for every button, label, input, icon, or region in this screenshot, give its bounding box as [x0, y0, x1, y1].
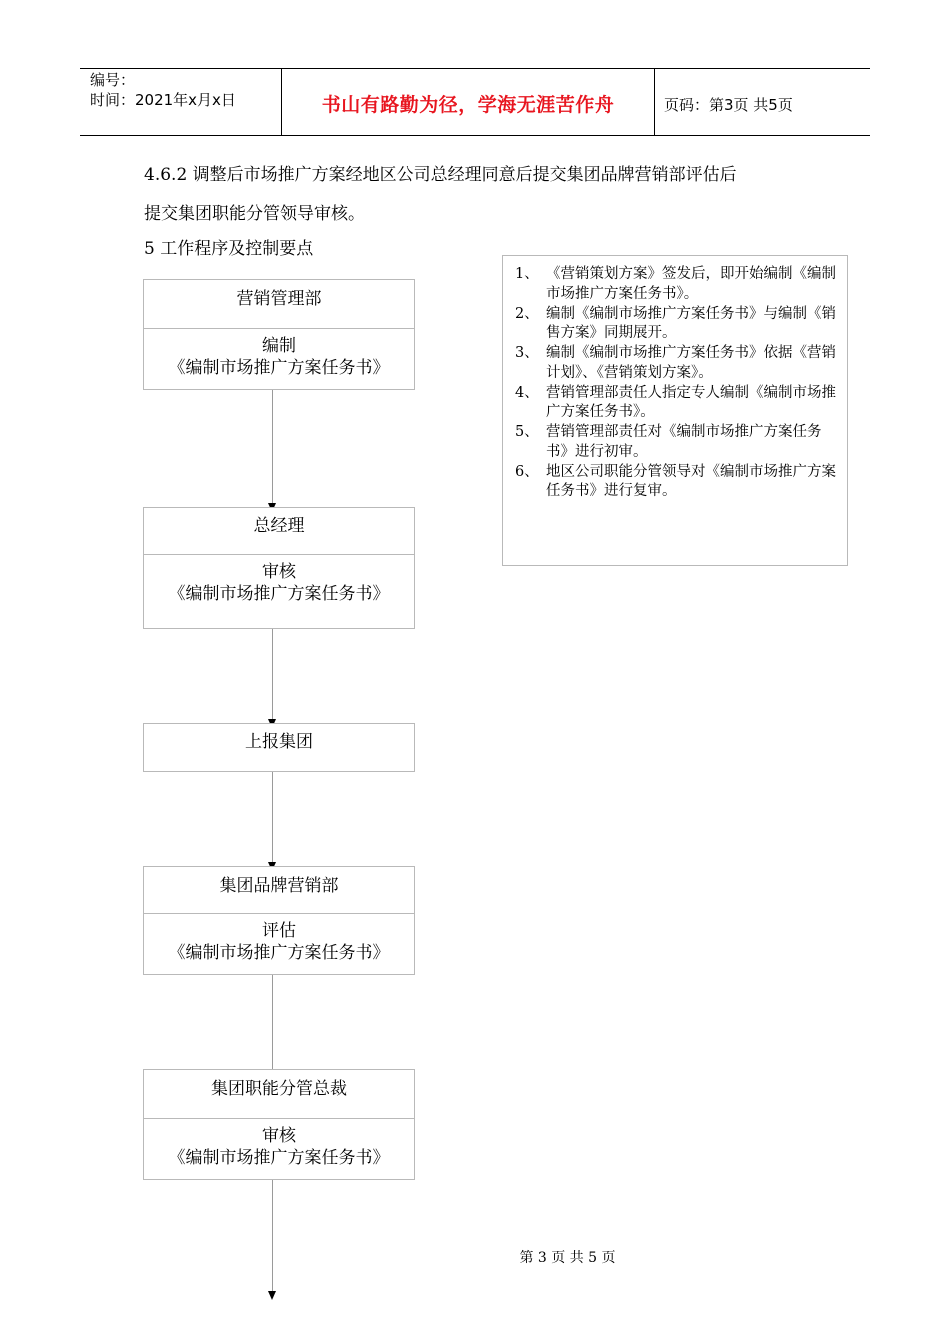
- flow-step-document: 《编制市场推广方案任务书》: [168, 1148, 390, 1168]
- note-number: 2、: [515, 305, 539, 322]
- note-item: [515, 265, 837, 304]
- flow-step-title: 集团品牌营销部: [144, 867, 414, 914]
- flow-step-action: 评估: [262, 921, 296, 941]
- paragraph-line-1: 4.6.2 调整后市场推广方案经地区公司总经理同意后提交集团品牌营销部评估后: [144, 165, 737, 185]
- flow-step-document: 《编制市场推广方案任务书》: [168, 584, 390, 604]
- section-title: 5 工作程序及控制要点: [144, 239, 314, 259]
- note-number: 6、: [515, 463, 539, 480]
- header-top-rule: [80, 68, 870, 69]
- flow-step-title: 集团职能分管总裁: [144, 1070, 414, 1119]
- note-number: 1、: [515, 266, 539, 282]
- note-text: 地区公司职能分管领导对《编制市场推广方案任务书》进行复审。: [546, 463, 836, 499]
- flow-step-action: 编制: [262, 336, 296, 356]
- note-number: 4、: [515, 384, 539, 401]
- paragraph-line-2: 提交集团职能分管领导审核。: [144, 204, 365, 224]
- note-item: [515, 384, 837, 423]
- note-number: 3、: [515, 345, 539, 361]
- note-text: 营销管理部责任人指定专人编制《编制市场推广方案任务书》。: [546, 384, 836, 420]
- flow-step-group-president: [143, 1069, 415, 1180]
- flow-connector: [272, 390, 273, 504]
- note-item: [515, 305, 837, 344]
- doc-time-label: 时间：2021年x月x日: [90, 91, 236, 109]
- header-meta: [90, 70, 236, 110]
- flow-arrow-icon: [268, 1291, 276, 1300]
- flow-step-action: 审核: [262, 562, 296, 582]
- note-item: [515, 344, 837, 383]
- page-footer: 第 3 页 共 5 页: [519, 1250, 616, 1266]
- flow-step-document: 《编制市场推广方案任务书》: [168, 358, 390, 378]
- flow-step-brand-marketing: [143, 866, 415, 975]
- flow-connector: [272, 1180, 273, 1292]
- note-text: 营销管理部责任对《编制市场推广方案任务书》进行初审。: [546, 424, 822, 460]
- flow-step-document: 《编制市场推广方案任务书》: [168, 943, 390, 963]
- note-text: 编制《编制市场推广方案任务书》与编制《销售方案》同期展开。: [546, 305, 836, 341]
- header-bottom-rule: [80, 135, 870, 136]
- flow-connector: [272, 772, 273, 863]
- note-item: [515, 423, 837, 462]
- header-motto: 书山有路勤为径，学海无涯苦作舟: [321, 94, 615, 116]
- doc-number-label: 编号：: [90, 71, 136, 89]
- header-page-label: 页码：第3页 共5页: [664, 96, 793, 114]
- note-text: 《营销策划方案》签发后，即开始编制《编制市场推广方案任务书》。: [546, 266, 836, 302]
- header-divider-right: [654, 68, 655, 135]
- flow-step-marketing-dept: [143, 279, 415, 390]
- flow-connector: [272, 629, 273, 720]
- control-points-notes: [502, 255, 848, 566]
- flow-step-action: 审核: [262, 1126, 296, 1146]
- flow-step-title: 上报集团: [245, 732, 313, 752]
- flow-step-title: 总经理: [144, 508, 414, 555]
- flow-connector: [272, 975, 273, 1069]
- note-item: [515, 463, 837, 502]
- flow-step-report-group: [143, 723, 415, 772]
- note-text: 编制《编制市场推广方案任务书》依据《营销计划》、《营销策划方案》。: [546, 345, 836, 381]
- flow-step-title: 营销管理部: [144, 280, 414, 329]
- flow-step-general-manager: [143, 507, 415, 629]
- note-number: 5、: [515, 424, 539, 440]
